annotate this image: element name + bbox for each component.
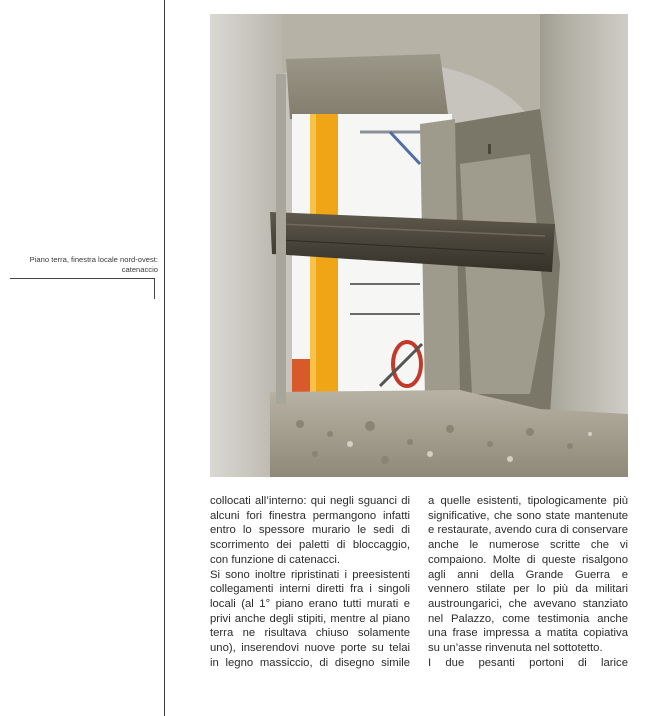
col2-paragraph-1: a quelle esistenti, tipologicamente più significative, che sono state mantenute e restaurate, avendo cura di conservare anche le numerose scritte che vi compaiono. Molte di queste risalgono agli anni della Grande Guerra e vennero stilate per lo più da militari austroungarici, che avevano stanziato nel Palazzo, come testimonia anche una frase impressa a matita copiativa su un’asse rinvenuta nel sottotetto. [428,495,628,655]
gutter-rule [164,0,165,716]
window-photo [210,14,628,477]
window-photo-illustration [210,14,628,477]
text-column-2 [428,494,628,670]
text-column-1 [210,494,410,670]
col1-paragraph-2: Si sono inoltre ripristinati i preesistenti collegamenti interni diretti fra i singoli locali (al 1° piano erano tutti murati e privi anche degli stipiti, mentre al piano terra ne risultava chiuso solamente uno), inserendovi nuove porte su telai in legno massiccio, di disegno simile [210,568,410,669]
caption-line-1: Piano terra, finestra locale nord-ovest: [29,255,158,264]
col2-paragraph-2: I due pesanti portoni di larice [428,656,628,669]
col1-paragraph-1: collocati all’interno: qui negli sguanci di alcuni fori finestra permangono infatti entro lo spessore murario le sedi di scorrimento dei paletti di bloccaggio, con funzione di catenacci. [210,495,410,566]
caption-rule [10,278,155,299]
caption-line-2: catenaccio [121,265,158,274]
photo-caption [6,255,158,275]
